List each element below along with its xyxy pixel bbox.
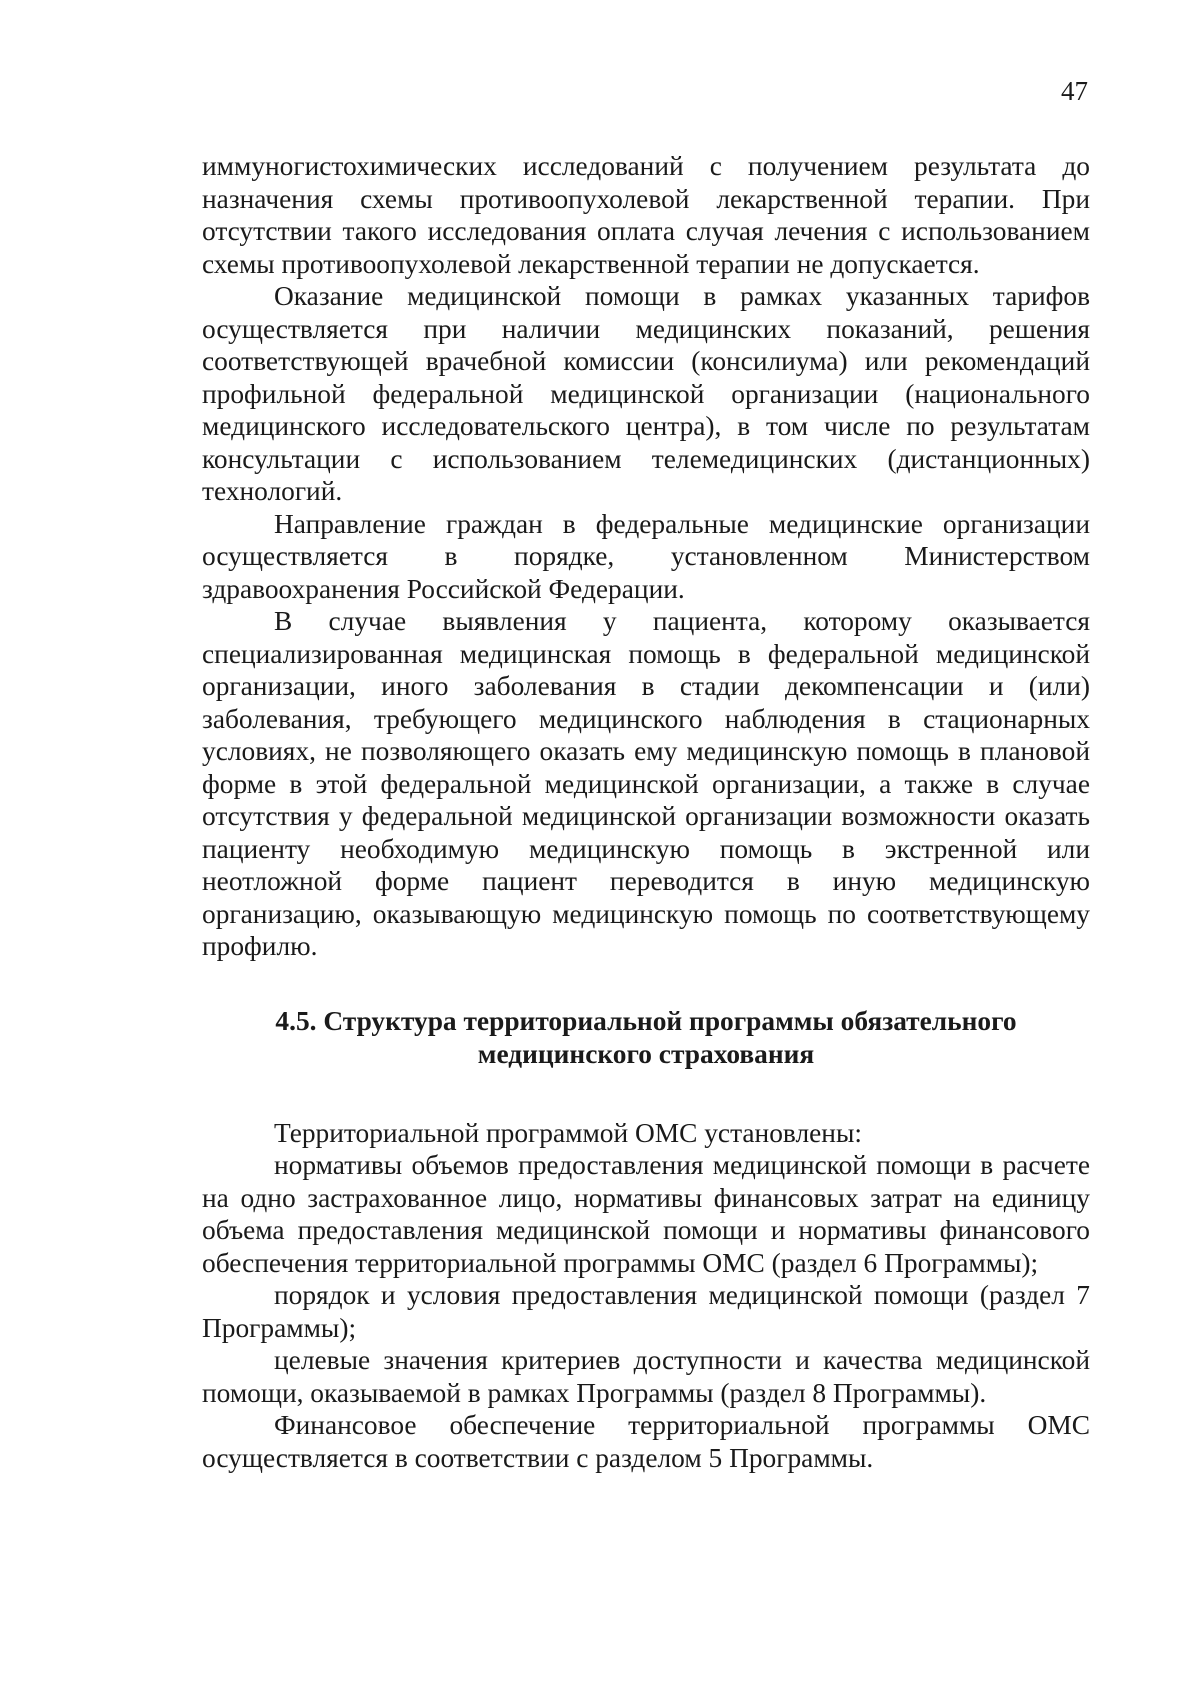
section-heading [202, 1005, 1090, 1071]
paragraph: порядок и условия предоставления медицинской помощи (раздел 7 Программы); [202, 1280, 1090, 1343]
paragraph: целевые значения критериев доступности и качества медицинской помощи, оказываемой в рамках Программы (раздел 8 Программы). [202, 1345, 1090, 1408]
paragraph: Оказание медицинской помощи в рамках указанных тарифов осуществляется при наличии медицинских показаний, решения соответствующей врачебной комиссии (консилиума) или рекомендаций профильной федеральной медицинской организации (национального медицинского исследовательского центра), в том числе по результатам консультации с использованием телемедицинских (дистанционных) технологий. [202, 281, 1090, 506]
paragraph: иммуногистохимических исследований с получением результата до назначения схемы противоопухолевой лекарственной терапии. При отсутствии такого исследования оплата случая лечения с использованием схемы противоопухолевой лекарственной терапии не допускается. [202, 151, 1090, 279]
paragraph: В случае выявления у пациента, которому оказывается специализированная медицинская помощь в федеральной медицинской организации, иного заболевания в стадии декомпенсации и (или) заболевания, требующего медицинского наблюдения в стационарных условиях, не позволяющего оказать ему медицинскую помощь в плановой форме в этой федеральной медицинской организации, а также в случае отсутствия у федеральной медицинской организации возможности оказать пациенту необходимую медицинскую помощь в экстренной или неотложной форме пациент переводится в иную медицинскую организацию, оказывающую медицинскую помощь по соответствующему профилю. [202, 606, 1090, 961]
section-heading-line: медицинского страхования [477, 1038, 815, 1069]
page-content [202, 150, 1090, 1474]
section-heading-line: 4.5. Структура территориальной программы обязательного [275, 1005, 1017, 1036]
page-number: 47 [1061, 76, 1088, 106]
paragraph: Финансовое обеспечение территориальной программы ОМС осуществляется в соответствии с разделом 5 Программы. [202, 1410, 1090, 1473]
paragraph: Территориальной программой ОМС установлены: [274, 1117, 862, 1148]
paragraph: Направление граждан в федеральные медицинские организации осуществляется в порядке, установленном Министерством здравоохранения Российской Федерации. [202, 508, 1090, 604]
paragraph: нормативы объемов предоставления медицинской помощи в расчете на одно застрахованное лицо, нормативы финансовых затрат на единицу объема предоставления медицинской помощи и нормативы финансового обеспечения территориальной программы ОМС (раздел 6 Программы); [202, 1150, 1090, 1278]
